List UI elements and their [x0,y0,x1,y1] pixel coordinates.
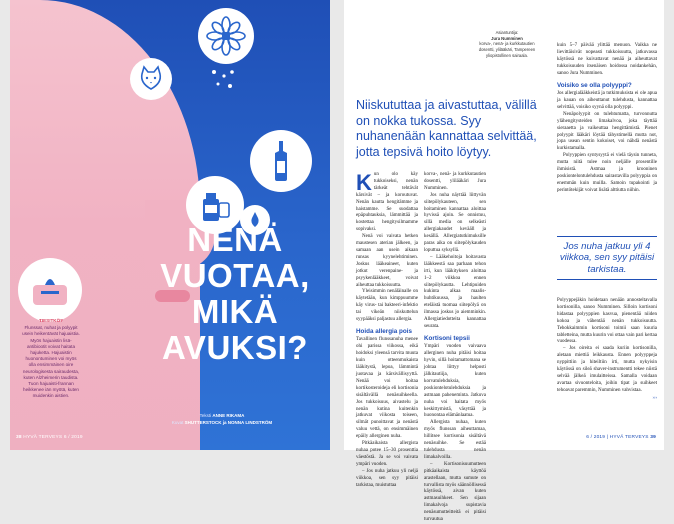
pull-quote: Jos nuha jatkuu yli 4 viikkoa, sen syy pitäisi tarkistaa. [557,236,657,280]
body-paragraph: – Jos nuha jatkuu yli neljä viikkoa, sen syy pitäisi tarkistaa, muistuttaa [356,468,418,488]
left-page-number: 38 [16,435,22,440]
left-magazine-name: HYVÄ TERVEYS 6 / 2019 [23,435,83,440]
body-paragraph: – Lääkehoitoja hoitavasta lääkkeestä saa parhaan tehon irti, kun lääkityksen aloittaa 1–2 viikkoa ennen siitepölykautta. Lehtipuiden kukinta alkaa maalis-huhtikuussa, ja haulten eteläistä tuomaa siitepölyä on ilmassa joskus jo aiemminkin. Allergiatiedotteita kannattaa seurata. [424,254,486,329]
credits-text-label: Teksti [199,413,212,418]
article-lead: Niiskututtaa ja aivastuttaa, välillä on nokka tukossa. Syy nuhanenään kannattaa selvittää, jotta tepsivä hoito löytyy. [356,98,537,159]
body-paragraph: Jos nuha näyttää liittyvän siitepölykauteen, sen hoitaminen kannattaa aloittaa hyvissä ajoin. Se onnistuu, sillä media on selkeästi allergiakaudet kevääll ja kesällä. Allergiatutkimuksille paras aika on siitepölykauden loputtua syksyllä. [424,192,486,253]
body-paragraph: Pitkäaikaista allergista nuhaa potee 15–30 prosenttia väestöstä. Ja se voi vaivata ympäri vuoden. [356,441,418,467]
flower-icon [198,8,254,64]
tip-title: TIESITKÖ? [39,318,63,323]
body-paragraph: Tavallinen flunssanuha menee ohi parissa viikossa, eikä hoidoksi yleensä tarvita muuta kuin otteenmukaista lääkitystä, lepoa, lämmintä juotavaa ja kärsivällisyyttä. Nenää voi hoitaa kortikosteroideja eli kortisonia sisältävällä nenäsuihkeella. Jos tukkoisuus, aivastelu ja nenän kutina kuitenkin jatkuvat viikosta toiseen, silmät punoittavat ja nenästä valuu vettä, on ensimmäinen epäily allerginen nuha. [356,337,418,440]
credits-art-name: SHUTTERSTOCK ja NONNA LINDSTRÖM [184,420,273,426]
body-paragraph: Polyyppien syntysyytä ei vielä täysin tunneta, mutta niitä tulee noin neljälle prosentille ihmisistä. Astmaa ja krooninen poskiontelontulehdusta sairastavilla polyyppia on enemmän kuin muilla. Samoin tupakointi ja perintötekijät voivat lisätä alttiutta niihin. [557,153,657,193]
left-page [10,0,330,450]
article-credits [122,412,322,426]
body-paragraph: Polyyppejäkin hoidetaan nenään annosteltavalla kortisonilla, sanoo Numminen. Silloin kortisoni hidastaa polyyppien kasvua, pienentää niiden kokoa ja vähentää nenän tukkoisuutta. Tehokkaimmin kortisoni toimii saan kuuria tabletteina, mutta kuurin voi ottaa vain pari kertaa vuodessa. [557,298,657,345]
nose-icon [18,258,82,322]
tip-text: Flunssat, nuhat ja polyypit usein heikentävät hajuaistia. Myös hajuaistin lisä-antibiootit voivat haitata hajuketta. Hajuaistin huonontuminen voi myös olla ensimmäinen oire neurologisesta sairaudesta, kuten Alzheimerin taudista. Tuon hajuaisti-frannan heikkenee iän myötä, kuten muidenkin aistien. [22,325,80,399]
right-magazine-name: 6 / 2019 | HYVÄ TERVEYS [586,435,649,440]
body-paragraph: Jos allergialääkkeistä ja tutkimuksista ei ole apua ja kauan on aiheuttanut tulehdusta, kannattaa selvittää, voisiko syynä olla polyyppi. [557,91,657,110]
body-paragraph: korva-, nenä- ja kurkkutautien dosentti, ylilääkäri Jura Numminen. [424,172,486,191]
text-column-2 [424,172,486,524]
dropcap: K [356,170,372,195]
body-paragraph: Allergista nuhaa, kuten myös flunssan aiheuttamaa, hillitsee kortisonia sisältävä nenäsuihke. Se estää tulehdusta nenän limakalvoilla. [424,420,486,460]
subheading: Voisiko se olla polyyppi? [557,81,632,89]
cat-icon [130,58,172,100]
credits-text-name: ANNE RIKAMA [212,413,245,418]
body-paragraph: Ympäri vuoden vaivaava allerginen nuha pitäisi hoitaa hyvin, sillä hoitamattomana se johtaa liittyy helposti jälkitautiija, kuten korvatulehduksia, poskiontelotulehduksia ja astmaan paheneminta. Jatkuva nuha voi haitata myös keskittymistä, väsyttää ja huonontaa elämänlaatua. [424,344,486,419]
right-page-number: 39 [650,435,656,440]
text-column-1 [356,172,418,489]
expert-caption-title: Asiantuntija: [495,30,519,35]
text-column-4 [557,43,657,195]
expert-caption [472,30,542,58]
body-paragraph: kuin 5–7 päivää ylittää menuon. Vaikka ne lievittäisivät nopeasti tukkoisuutta, jatkuvassa käytössä ne kuivattavat nenää ja aiheuttavat tukkoisuuden itsenäisen hoidossa noidankehän, sanoo Jura Numminen. [557,43,657,76]
continue-mark: ››› [652,394,657,400]
tip-box [22,318,80,399]
body-paragraph: – Kortisonisuumutteen pitkäaikaista käyttöä arastellaan, mutta sumute on turvallista myös säännöllisessä käytössä, aivan kuten astmasuihkeet. Sen sijaan limakalvoja supistavia nenäsumutteitteitä ei pitäisi turvautua [424,461,486,523]
body-paragraph: Nenäpolyypit on tulehtumatta, turvonnutta ylähengitysteiden limakalvoa, joka täyttää sieraaetta ja vaikeuttaa hengittämistä. Pienet polyypit lääkäri löytää tähystimellä mutta not, jopa usean sentin kokoiset, voi nähdä nenästä kurkistamalla. [557,111,657,152]
headline-text: NENÄ VUOTAA, MIKÄ AVUKSI? [160,221,310,366]
article-headline [150,222,320,366]
body-paragraph: Nenä voi vaivata hetken maustesen aterian jälkeen, ja samaan aan usein aikaan runsas kyynelehtiminen. Joskus lääkeaineet, kuten jotkut verenpaine- ja psyykenlääkkeet, voivat aiheuttaa tukkoisuutta. [356,234,418,288]
eye-dropper-icon [250,130,312,192]
subheading: Kortisoni tepsii [424,334,470,342]
body-paragraph: un olo käy tukkoiseksi, nenän tärkeät tehtävät kärsivät – ja koroutuvat. Nenän kautta hengitämme ja haistamme. Se suodattaa epäpuhtauksia, lämmittää ja kostettaa hengitysilmamme sopivaksi. [356,172,418,233]
body-paragraph: – Jos oireita ei saada kuriin kortisonilla, aletaan miettiä leikkausta. Ennen polyyppeja nyppittiin ja hiteiltiin irti, mutta nykyisin käytössä on sileä shaver-instrumentti tekee niistä selvää jälkeä imulaitteissa. Samalla voidaan avartaa sivuonteloita, joihin tipat ja suihkeet tehoavat paremmin, Numminen vahvistaa. [557,346,657,393]
text-column-5 [557,298,657,403]
expert-name: Jura Numminen [491,35,523,41]
expert-description: korva-, nenä- ja kurkkutautien dosentti, ylilääkäri, Tampereen yliopistollinen sairaala. [478,41,536,58]
right-folio [586,435,656,440]
pollen-dots [210,68,240,98]
body-paragraph: Yleisimmin nenäläinalle on käytetään, kun kimppuumme käy virus- tai bakteeri-infektio tai vikeän niiskuttelun syypääksi paljastuu allergia. [356,289,418,323]
credits-art-label: Kuvat [171,420,184,426]
left-folio [16,435,83,440]
right-page [344,0,664,523]
subheading: Hoida allergia pois [356,327,412,335]
